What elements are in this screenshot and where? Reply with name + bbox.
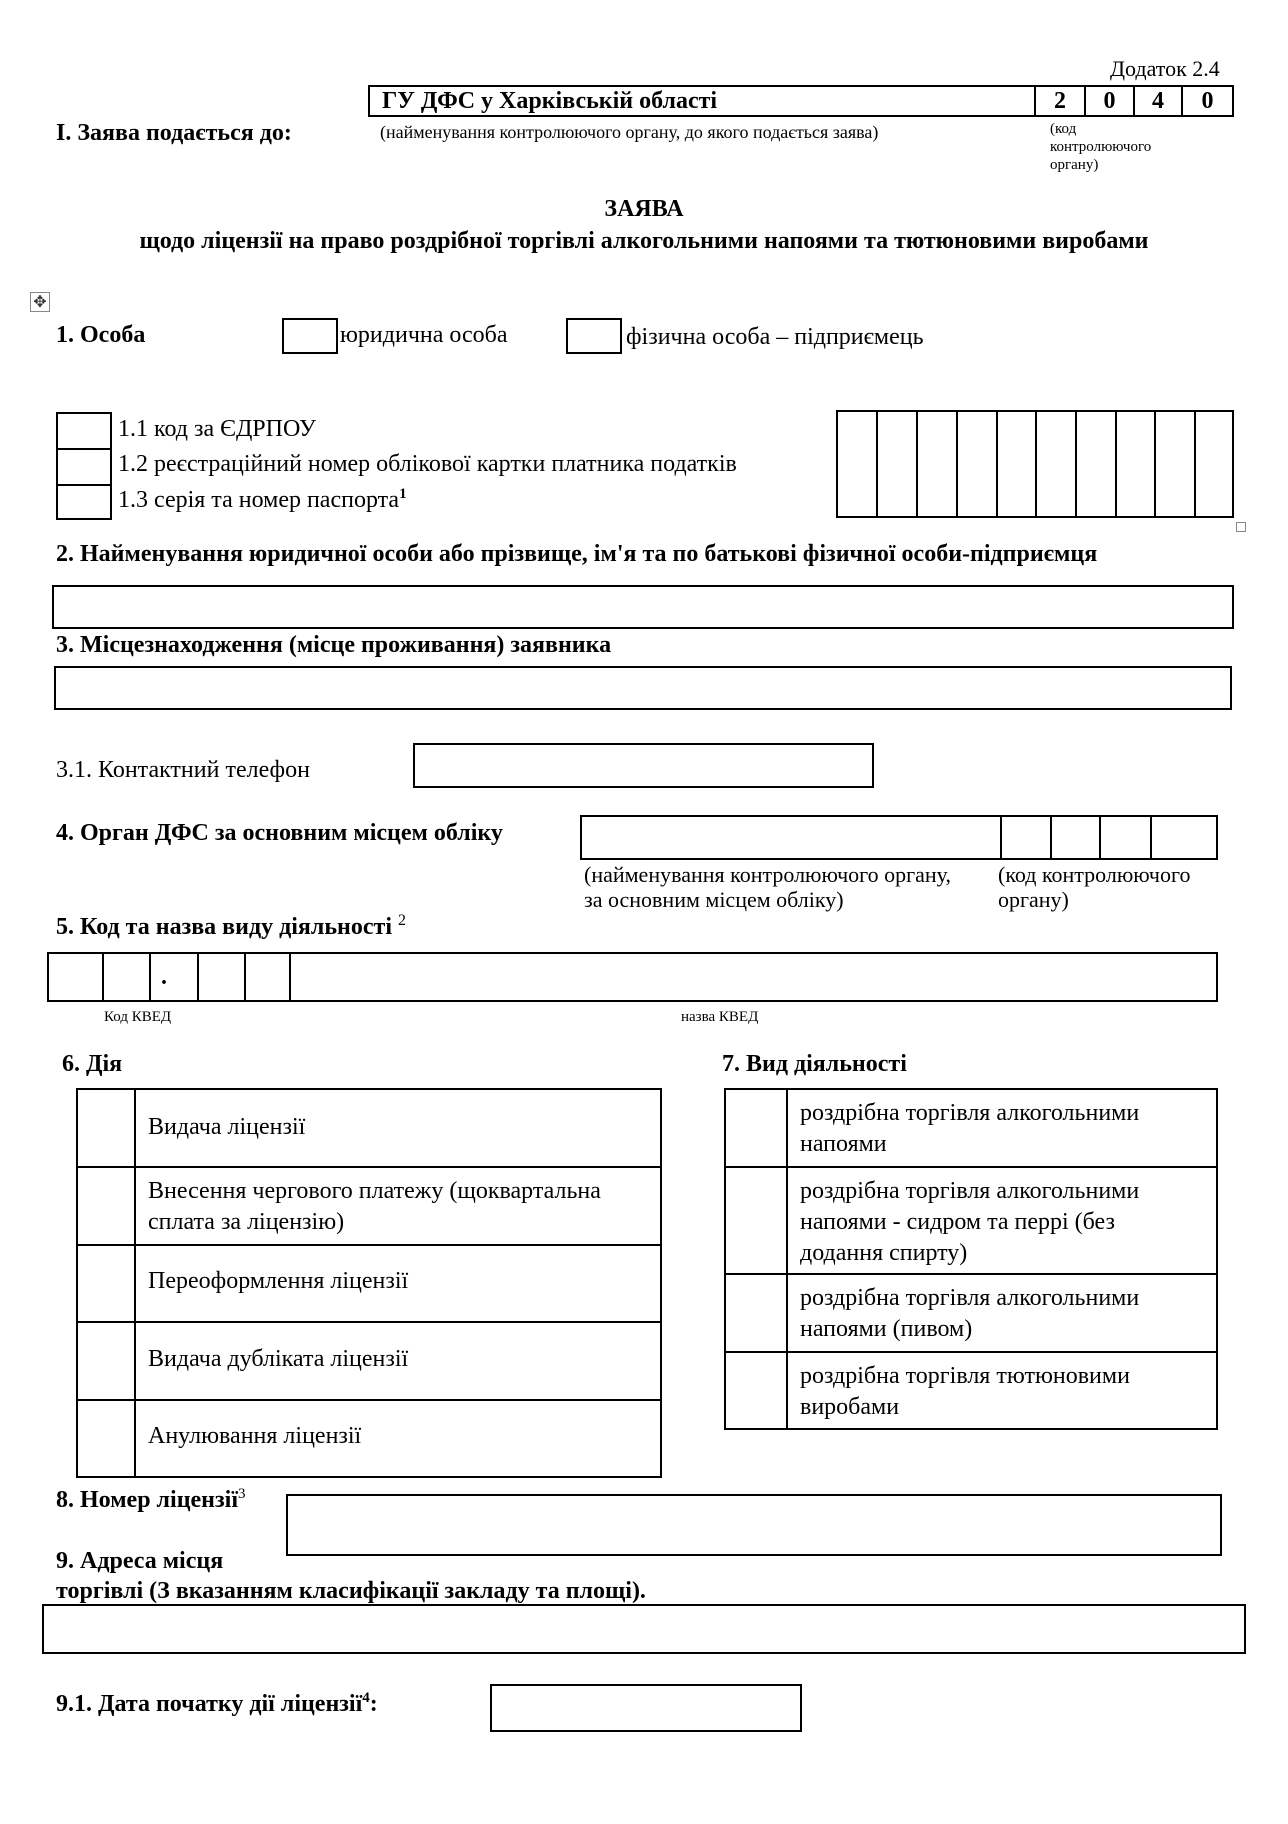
authority-code-field[interactable] xyxy=(1034,85,1234,117)
address-field[interactable] xyxy=(54,666,1232,710)
section-4-label: 4. Орган ДФС за основним місцем обліку xyxy=(56,820,503,846)
id-type-checkbox-group xyxy=(56,412,112,520)
passport-checkbox[interactable] xyxy=(58,486,110,520)
tax-number-checkbox[interactable] xyxy=(58,450,110,484)
edrpou-label: 1.1 код за ЄДРПОУ xyxy=(118,416,316,442)
code-digit-4: 0 xyxy=(1201,87,1214,114)
action-payment-checkbox[interactable] xyxy=(78,1168,134,1244)
phone-label: 3.1. Контактний телефон xyxy=(56,757,310,783)
home-authority-field[interactable] xyxy=(580,815,1218,860)
authority-field[interactable] xyxy=(368,85,1036,117)
individual-entrepreneur-checkbox[interactable] xyxy=(566,318,622,354)
legal-entity-label: юридична особа xyxy=(340,322,508,348)
action-table xyxy=(76,1088,662,1478)
home-authority-code-caption: (код контролюючого органу) xyxy=(998,862,1191,912)
section-9-label-line1: 9. Адреса місця xyxy=(56,1548,224,1574)
phone-field[interactable] xyxy=(413,743,874,788)
license-start-date-field[interactable] xyxy=(490,1684,802,1732)
action-issue-label: Видача ліцензії xyxy=(148,1114,306,1140)
action-issue-checkbox[interactable] xyxy=(78,1090,134,1166)
code-digit-1: 2 xyxy=(1054,87,1066,114)
section-1-label: 1. Особа xyxy=(56,322,146,348)
trade-address-field[interactable] xyxy=(42,1604,1246,1654)
id-number-grid[interactable] xyxy=(836,410,1234,518)
license-number-field[interactable] xyxy=(286,1494,1222,1556)
action-cancel-checkbox[interactable] xyxy=(78,1401,134,1476)
legal-entity-checkbox[interactable] xyxy=(282,318,338,354)
section-5-label: 5. Код та назва виду діяльності $^2$ xyxy=(56,912,406,940)
section-3-label: 3. Місцезнаходження (місце проживання) заявника xyxy=(56,632,612,658)
section-9-1-label: 9.1. Дата початку дії ліцензії$^4$: xyxy=(56,1690,378,1717)
activity-cider-label: роздрібна торгівля алкогольними напоями - сидром та перрі (без додання спирту) xyxy=(800,1178,1140,1266)
form-subtitle: щодо ліцензії на право роздрібної торгівлі алкогольними напоями та тютюновими виробами xyxy=(139,228,1149,254)
action-payment-label: Внесення чергового платежу (щоквартальна сплата за ліцензію) xyxy=(148,1178,601,1235)
activity-beer-label: роздрібна торгівля алкогольними напоями (пивом) xyxy=(800,1285,1140,1342)
action-duplicate-label: Видача дубліката ліцензії xyxy=(148,1346,409,1372)
individual-entrepreneur-label: фізична особа – підприємець xyxy=(626,324,924,350)
section-i-label: I. Заява подається до: xyxy=(56,120,292,146)
tax-number-label: 1.2 реєстраційний номер облікової картки платника податків xyxy=(118,451,737,477)
activity-alcohol-label: роздрібна торгівля алкогольними напоями xyxy=(800,1100,1140,1157)
table-move-handle-icon[interactable]: ✥ xyxy=(30,292,50,312)
activity-cider-checkbox[interactable] xyxy=(726,1168,786,1273)
activity-beer-checkbox[interactable] xyxy=(726,1275,786,1351)
activity-tobacco-label: роздрібна торгівля тютюновими виробами xyxy=(800,1363,1130,1420)
passport-label: 1.3 серія та номер паспорта$^1$ xyxy=(118,486,407,513)
activity-type-table xyxy=(724,1088,1218,1430)
authority-name: ГУ ДФС у Харківській області xyxy=(382,88,718,114)
section-9-label-line2: торгівлі (З вказанням класифікації закладу та площі). xyxy=(56,1578,646,1604)
kved-dot: . xyxy=(161,964,167,990)
activity-alcohol-checkbox[interactable] xyxy=(726,1090,786,1166)
kved-field[interactable] xyxy=(47,952,1218,1002)
activity-tobacco-checkbox[interactable] xyxy=(726,1353,786,1428)
home-authority-caption: (найменування контролюючого органу, за основним місцем обліку) xyxy=(584,862,951,912)
section-7-label: 7. Вид діяльності xyxy=(722,1051,907,1077)
appendix-label: Додаток 2.4 xyxy=(1110,56,1220,81)
authority-code-caption: (код контролюючого органу) xyxy=(1050,121,1152,173)
resize-handle-icon[interactable] xyxy=(1236,522,1246,532)
kved-name-caption: назва КВЕД xyxy=(681,1009,759,1025)
kved-code-caption: Код КВЕД xyxy=(104,1009,172,1025)
section-8-label: 8. Номер ліцензії$^3$ xyxy=(56,1486,246,1513)
edrpou-checkbox[interactable] xyxy=(58,414,110,448)
action-reissue-label: Переоформлення ліцензії xyxy=(148,1268,409,1294)
form-title: ЗАЯВА xyxy=(604,196,684,222)
authority-caption: (найменування контролюючого органу, до якого подається заява) xyxy=(380,122,879,142)
action-cancel-label: Анулювання ліцензії xyxy=(148,1423,362,1449)
action-reissue-checkbox[interactable] xyxy=(78,1246,134,1321)
section-2-label: 2. Найменування юридичної особи або прізвище, ім'я та по батькові фізичної особи-підприємця xyxy=(56,541,1098,567)
entity-name-field[interactable] xyxy=(52,585,1234,629)
code-digit-3: 4 xyxy=(1152,87,1164,114)
section-6-label: 6. Дія xyxy=(62,1051,123,1077)
action-duplicate-checkbox[interactable] xyxy=(78,1323,134,1399)
code-digit-2: 0 xyxy=(1103,87,1116,114)
